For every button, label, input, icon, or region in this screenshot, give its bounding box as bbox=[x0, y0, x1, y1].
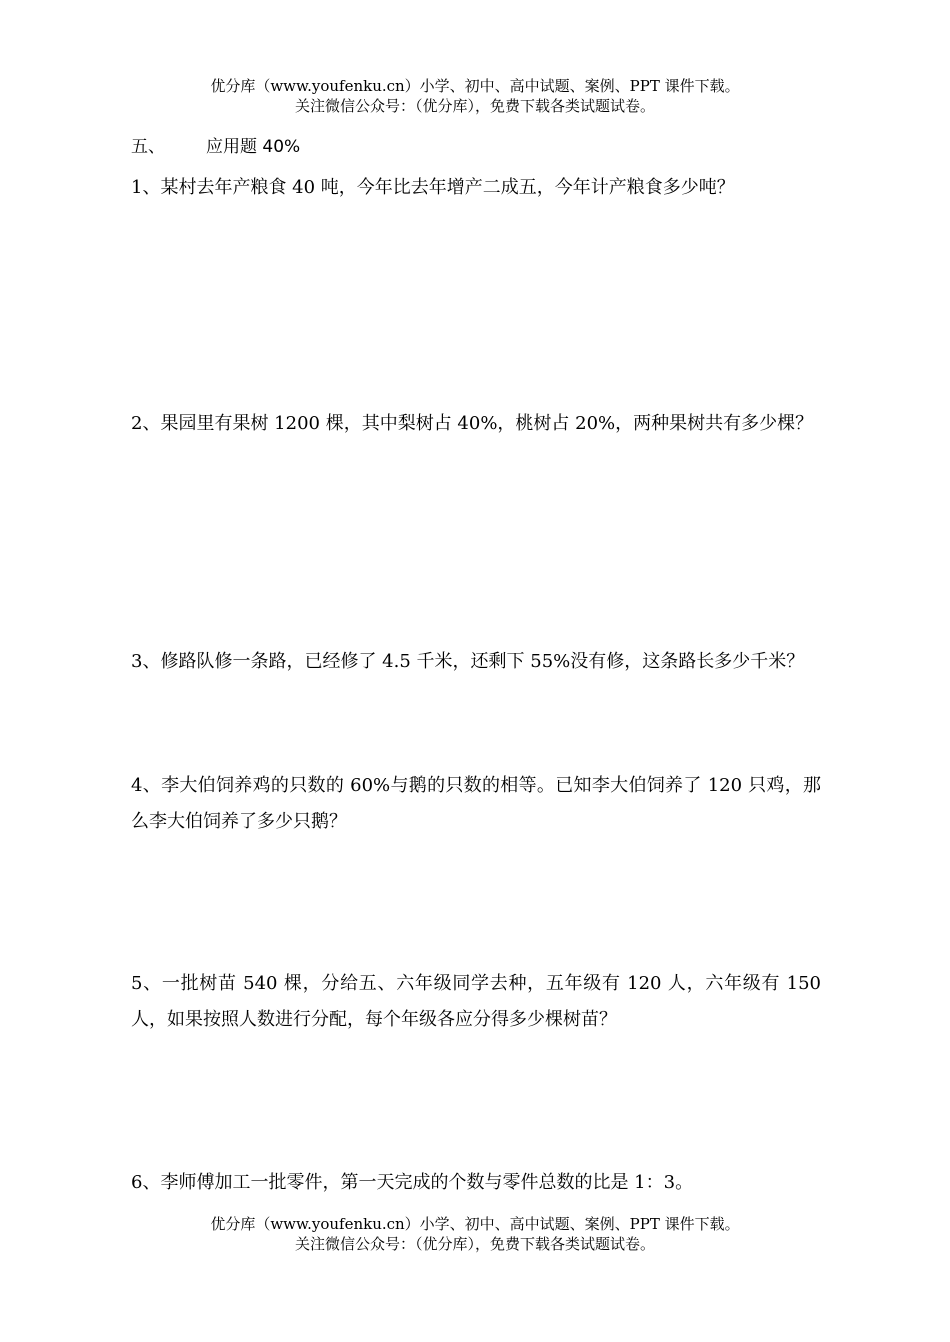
footer-line-1: 优分库（www.youfenku.cn）小学、初中、高中试题、案例、PPT 课件下载。 bbox=[210, 1215, 740, 1233]
question-1: 1、某村去年产粮食 40 吨，今年比去年增产二成五，今年计产粮食多少吨？ bbox=[131, 177, 735, 198]
footer-line-2: 关注微信公众号：（优分库），免费下载各类试题试卷。 bbox=[294, 1235, 655, 1253]
question-5: 5、一批树苗 540 棵，分给五、六年级同学去种，五年级有 120 人，六年级有 150 人，如果按照人数进行分配，每个年级各应分得多少棵树苗？ bbox=[131, 973, 821, 1030]
question-4: 4、李大伯饲养鸡的只数的 60%与鹅的只数的相等。已知李大伯饲养了 120 只鸡，那么李大伯饲养了多少只鹅？ bbox=[131, 775, 821, 832]
page-header bbox=[0, 76, 950, 116]
question-6: 6、李师傅加工一批零件，第一天完成的个数与零件总数的比是 1：3。 bbox=[131, 1172, 694, 1193]
question-3: 3、修路队修一条路，已经修了 4.5 千米，还剩下 55%没有修，这条路长多少千米？ bbox=[131, 651, 805, 672]
page-footer bbox=[0, 1214, 950, 1254]
header-line-2: 关注微信公众号：（优分库），免费下载各类试题试卷。 bbox=[294, 97, 655, 115]
section-number: 五、 bbox=[131, 137, 165, 157]
header-line-1: 优分库（www.youfenku.cn）小学、初中、高中试题、案例、PPT 课件下载。 bbox=[210, 77, 740, 95]
section-heading bbox=[131, 136, 300, 158]
question-2: 2、果园里有果树 1200 棵，其中梨树占 40%，桃树占 20%，两种果树共有多少棵？ bbox=[131, 413, 814, 434]
section-title: 应用题 40% bbox=[206, 137, 301, 157]
